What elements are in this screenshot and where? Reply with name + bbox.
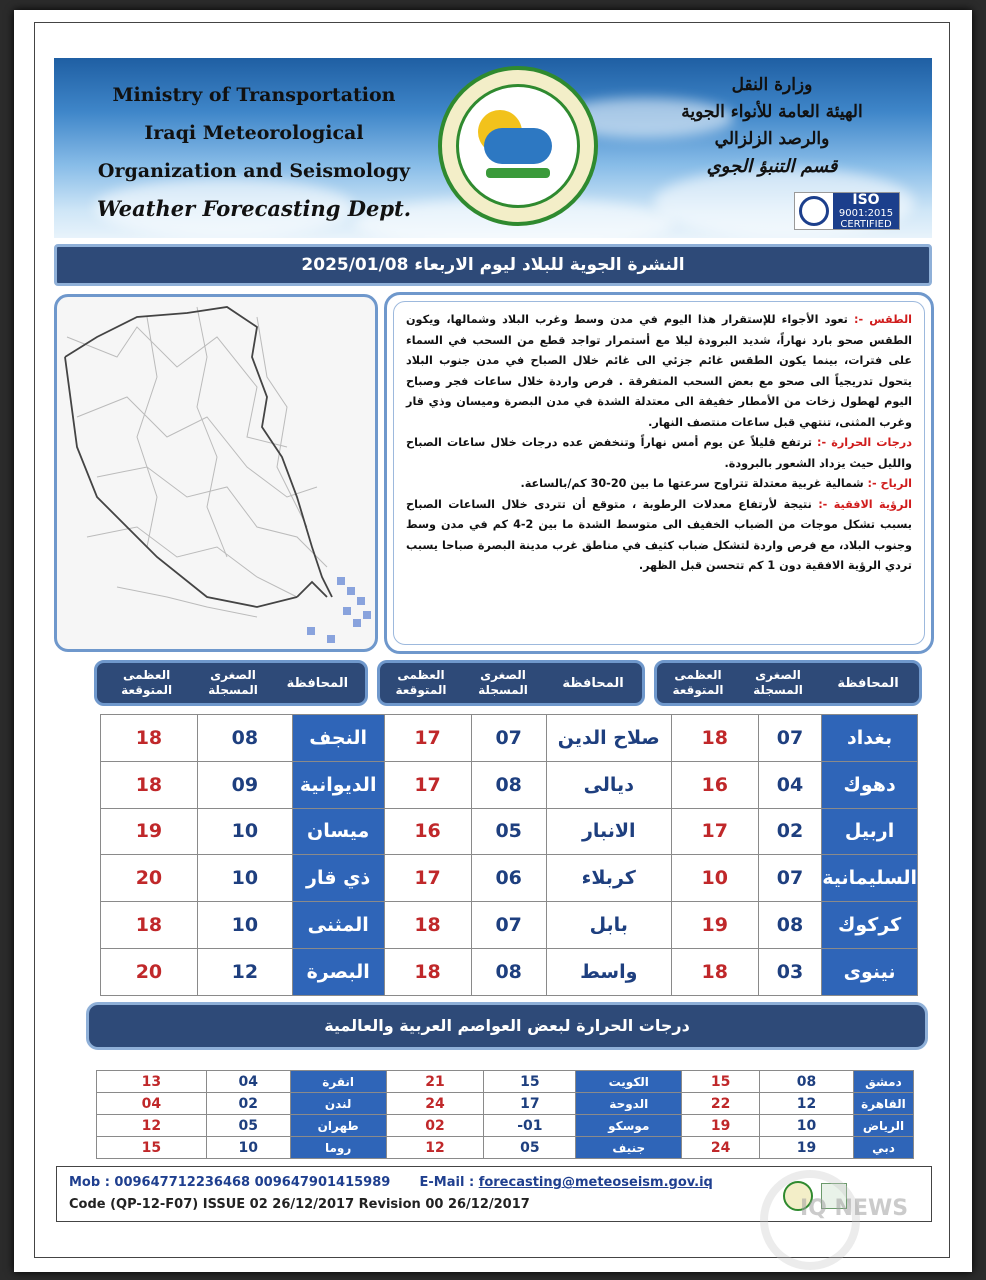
header-min: الصغرى المسجلة xyxy=(208,668,258,697)
table-row xyxy=(97,1093,914,1115)
province-name: صلاح الدين xyxy=(546,715,671,762)
max-temp: 17 xyxy=(384,761,471,808)
weather-text: تعود الأجواء للإستقرار هذا اليوم في مدن وسط وغرب البلاد وشمالها، ويكون الطقس صحو بارد نهاراً، شديد البرودة ليلا مع أستمرار تواجد قطع من السحب في السماء على فترات، بينما يكون الطقس غائم جزئي الى غائم خلال الصباح في مدن جنوب البلاد يتحول تدريجياً الى صحو مع بعض السحب المتفرقة . فرص واردة خلال ساعات فجر وصباح اليوم لهطول زخات من الأمطار خفيفة الى معتدلة الشدة في مدن البصرة وميسان وذي قار وغرب المثنى، تنتهي قبل ساعات منتصف النهار. xyxy=(406,313,912,429)
max-temp: 16 xyxy=(384,808,471,855)
max-temp: 24 xyxy=(682,1137,760,1159)
weather-label: الطقس -: xyxy=(853,313,913,326)
table-header-group-2 xyxy=(377,660,645,706)
table-row xyxy=(101,761,918,808)
ar-line-seismology: والرصد الزلزالي xyxy=(714,129,830,149)
visibility-text: نتيجة لأرتفاع معدلات الرطوبة ، متوقع أن تتردى خلال الساعات الصباح بسبب تشكل موجات من الضباب الخفيف الى متوسط الشدة ما بين 2-4 كم في مدن وسط وجنوب البلاد، مع فرص واردة لتشكل ضباب كثيف في مناطق غرب مدينة البصرة صباحا يسبب تردي الرؤية الافقية دون 1 كم تتحسن قبل الظهر. xyxy=(406,497,912,572)
max-temp: 19 xyxy=(671,902,758,949)
capital-name: انقرة xyxy=(290,1071,386,1093)
max-temp: 12 xyxy=(386,1137,484,1159)
min-temp: 03 xyxy=(758,948,821,995)
en-line-organization: Organization and Seismology xyxy=(97,160,411,182)
ar-line-ministry: وزارة النقل xyxy=(731,75,813,95)
province-name: كربلاء xyxy=(546,855,671,902)
province-name: بابل xyxy=(546,902,671,949)
max-temp: 20 xyxy=(101,855,198,902)
meteorological-seal-logo xyxy=(438,66,598,226)
iso-standard: 9001:2015 xyxy=(838,208,894,219)
max-temp: 16 xyxy=(671,761,758,808)
capital-name: موسكو xyxy=(576,1115,682,1137)
en-line-iraqi: Iraqi Meteorological xyxy=(144,122,364,144)
max-temp: 15 xyxy=(682,1071,760,1093)
min-temp: 05 xyxy=(471,808,546,855)
min-temp: 04 xyxy=(206,1071,290,1093)
visibility-label: الرؤية الافقية -: xyxy=(818,497,912,511)
max-temp: 18 xyxy=(671,715,758,762)
header-min: الصغرى المسجلة xyxy=(753,668,803,697)
max-temp: 19 xyxy=(682,1115,760,1137)
max-temp: 17 xyxy=(384,715,471,762)
min-temp: 05 xyxy=(484,1137,576,1159)
min-temp: 05 xyxy=(206,1115,290,1137)
min-temp: 10 xyxy=(197,902,292,949)
temperature-text: ترتفع قليلاً عن يوم أمس نهاراً وتنخفض عده درجات خلال ساعات الصباح والليل حيث يزداد الشعور بالبرودة. xyxy=(406,436,912,470)
max-temp: 18 xyxy=(101,902,198,949)
table-row xyxy=(101,902,918,949)
province-name: كركوك xyxy=(822,902,918,949)
min-temp: 07 xyxy=(758,855,821,902)
header-min: الصغرى المسجلة xyxy=(478,668,528,697)
max-temp: 18 xyxy=(101,761,198,808)
iraq-map xyxy=(54,294,378,652)
capital-name: لندن xyxy=(290,1093,386,1115)
bulletin-title: النشرة الجوية للبلاد ليوم الاربعاء 2025/01/08 xyxy=(54,244,932,286)
ar-line-organization: الهيئة العامة للأنواء الجوية xyxy=(681,102,863,122)
capital-name: الرياض xyxy=(853,1115,913,1137)
max-temp: 24 xyxy=(386,1093,484,1115)
capital-name: دمشق xyxy=(853,1071,913,1093)
min-temp: 08 xyxy=(760,1071,854,1093)
min-temp: 10 xyxy=(760,1115,854,1137)
province-name: النجف xyxy=(292,715,384,762)
province-name: واسط xyxy=(546,948,671,995)
province-name: الانبار xyxy=(546,808,671,855)
header-banner xyxy=(54,58,932,238)
forecast-panel xyxy=(384,292,934,654)
capital-name: الكويت xyxy=(576,1071,682,1093)
email-label: E-Mail : xyxy=(419,1175,479,1190)
min-temp: 08 xyxy=(758,902,821,949)
province-name: البصرة xyxy=(292,948,384,995)
min-temp: 04 xyxy=(758,761,821,808)
min-temp: 07 xyxy=(758,715,821,762)
capital-name: طهران xyxy=(290,1115,386,1137)
province-name: السليمانية xyxy=(822,855,918,902)
min-temp: -01 xyxy=(484,1115,576,1137)
ar-dept: قسم التنبؤ الجوي xyxy=(706,156,838,177)
max-temp: 17 xyxy=(384,855,471,902)
province-name: دهوك xyxy=(822,761,918,808)
min-temp: 10 xyxy=(197,855,292,902)
capital-name: روما xyxy=(290,1137,386,1159)
province-name: نينوى xyxy=(822,948,918,995)
min-temp: 12 xyxy=(760,1093,854,1115)
table-row xyxy=(97,1071,914,1093)
watermark: IQ NEWS xyxy=(800,1196,909,1221)
province-name: ميسان xyxy=(292,808,384,855)
header-max: العظمى المتوقعة xyxy=(672,668,724,697)
min-temp: 10 xyxy=(206,1137,290,1159)
table-row xyxy=(101,715,918,762)
english-header xyxy=(54,76,454,228)
min-temp: 08 xyxy=(197,715,292,762)
capital-name: الدوحة xyxy=(576,1093,682,1115)
cloud-icon xyxy=(484,128,552,164)
check-icon xyxy=(799,196,829,226)
min-temp: 07 xyxy=(471,715,546,762)
min-temp: 06 xyxy=(471,855,546,902)
min-temp: 02 xyxy=(206,1093,290,1115)
province-name: اربيل xyxy=(822,808,918,855)
wind-text: شمالية غربية معتدلة تتراوح سرعتها ما بين 20-30 كم/بالساعة. xyxy=(520,477,868,490)
table-row xyxy=(101,808,918,855)
capitals-temperature-table xyxy=(96,1070,914,1159)
max-temp: 02 xyxy=(386,1115,484,1137)
forecast-text xyxy=(393,301,925,645)
en-line-ministry: Ministry of Transportation xyxy=(112,84,396,106)
max-temp: 18 xyxy=(384,902,471,949)
table-header-group-1 xyxy=(654,660,922,706)
table-row xyxy=(101,855,918,902)
max-temp: 18 xyxy=(671,948,758,995)
max-temp: 21 xyxy=(386,1071,484,1093)
header-province: المحافظة xyxy=(286,675,349,691)
capital-name: القاهرة xyxy=(853,1093,913,1115)
arabic-header xyxy=(642,72,902,180)
max-temp: 19 xyxy=(101,808,198,855)
province-name: الديوانية xyxy=(292,761,384,808)
province-name: ذي قار xyxy=(292,855,384,902)
province-name: المثنى xyxy=(292,902,384,949)
iso-certified: CERTIFIED xyxy=(840,219,892,230)
min-temp: 12 xyxy=(197,948,292,995)
mobile-numbers: Mob : 009647712236468 009647901415989 xyxy=(69,1175,391,1190)
province-name: بغداد xyxy=(822,715,918,762)
table-row xyxy=(97,1137,914,1159)
min-temp: 07 xyxy=(471,902,546,949)
min-temp: 02 xyxy=(758,808,821,855)
min-temp: 17 xyxy=(484,1093,576,1115)
email-link[interactable]: forecasting@meteoseism.gov.iq xyxy=(478,1175,713,1190)
min-temp: 08 xyxy=(471,948,546,995)
temperature-label: درجات الحرارة -: xyxy=(817,436,912,449)
capital-name: دبي xyxy=(853,1137,913,1159)
header-province: المحافظة xyxy=(837,675,899,691)
min-temp: 19 xyxy=(760,1137,854,1159)
table-header-group-3 xyxy=(94,660,368,706)
table-row xyxy=(101,948,918,995)
max-temp: 13 xyxy=(97,1071,207,1093)
iso-label: ISO xyxy=(852,192,880,208)
max-temp: 18 xyxy=(101,715,198,762)
min-temp: 08 xyxy=(471,761,546,808)
min-temp: 15 xyxy=(484,1071,576,1093)
iso-badge xyxy=(794,192,900,230)
max-temp: 12 xyxy=(97,1115,207,1137)
max-temp: 22 xyxy=(682,1093,760,1115)
header-province: المحافظة xyxy=(562,675,624,691)
max-temp: 10 xyxy=(671,855,758,902)
max-temp: 20 xyxy=(101,948,198,995)
capital-name: جنيف xyxy=(576,1137,682,1159)
max-temp: 18 xyxy=(384,948,471,995)
en-dept: Weather Forecasting Dept. xyxy=(96,196,412,221)
max-temp: 04 xyxy=(97,1093,207,1115)
iraq-map-graphic xyxy=(57,297,375,649)
table-row xyxy=(97,1115,914,1137)
max-temp: 17 xyxy=(671,808,758,855)
min-temp: 10 xyxy=(197,808,292,855)
min-temp: 09 xyxy=(197,761,292,808)
province-temperature-table xyxy=(100,714,918,996)
wind-label: الرياح -: xyxy=(867,477,912,490)
max-temp: 15 xyxy=(97,1137,207,1159)
header-max: العظمى المتوقعة xyxy=(121,668,173,697)
document-code: Code (QP-12-F07) ISSUE 02 26/12/2017 Revision 00 26/12/2017 xyxy=(69,1197,530,1212)
capitals-title: درجات الحرارة لبعض العواصم العربية والعالمية xyxy=(86,1002,928,1050)
province-name: ديالى xyxy=(546,761,671,808)
header-max: العظمى المتوقعة xyxy=(395,668,447,697)
